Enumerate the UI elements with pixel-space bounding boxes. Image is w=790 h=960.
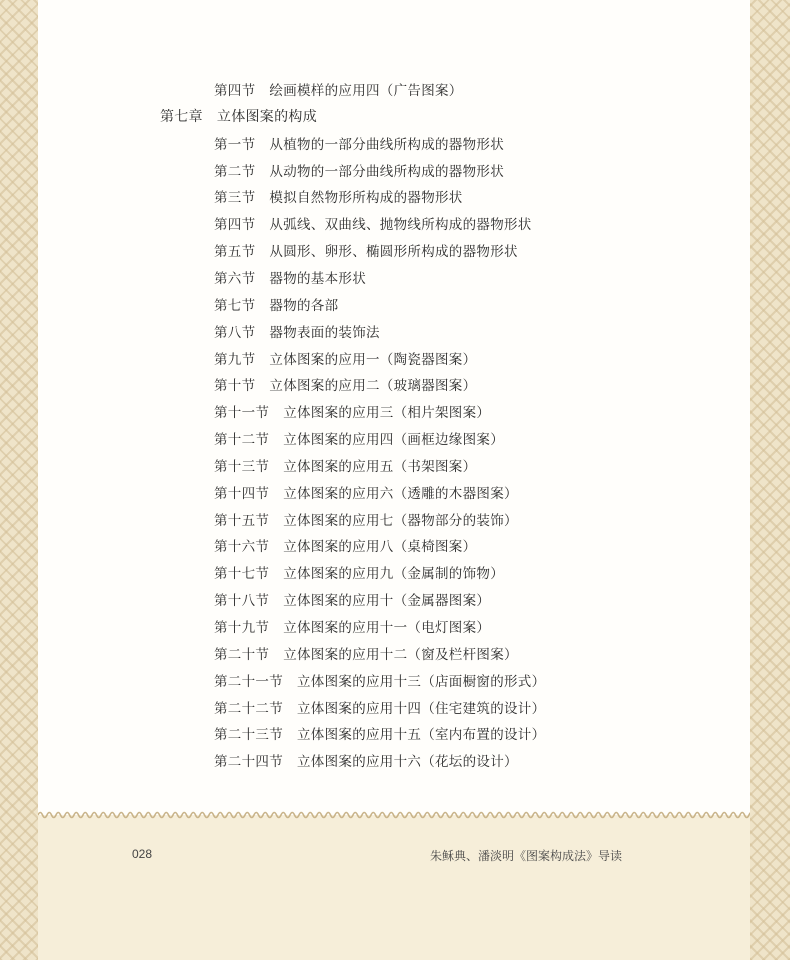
toc-title: 立体图案的应用二（玻璃器图案） <box>269 378 477 395</box>
toc-number: 第七节 <box>214 297 256 314</box>
wavy-divider <box>38 808 750 822</box>
toc-number: 第七章 <box>160 108 203 125</box>
toc-number: 第十二节 <box>214 432 270 449</box>
toc-title: 器物的各部 <box>269 297 339 314</box>
right-border-pattern <box>750 0 790 960</box>
toc-chapter <box>160 106 317 126</box>
toc-item <box>214 401 490 421</box>
toc-number: 第十三节 <box>214 458 270 475</box>
toc-title: 立体图案的应用十（金属器图案） <box>283 593 491 610</box>
toc-title: 立体图案的应用十三（店面橱窗的形式） <box>297 673 546 690</box>
toc-number: 第十一节 <box>214 405 270 422</box>
toc-title: 立体图案的应用十一（电灯图案） <box>283 620 491 636</box>
toc-item <box>214 79 463 99</box>
toc-item <box>214 509 518 529</box>
toc-title: 立体图案的构成 <box>216 108 318 125</box>
toc-item <box>214 723 545 743</box>
toc-item <box>214 294 338 314</box>
toc-number: 第二十三节 <box>214 727 283 744</box>
toc-item <box>214 133 504 153</box>
toc-number: 第二节 <box>214 163 256 180</box>
toc-item <box>214 455 476 475</box>
toc-title: 从植物的一部分曲线所构成的器物形状 <box>269 136 505 153</box>
toc-number: 第二十一节 <box>214 673 283 690</box>
toc-item <box>214 186 463 206</box>
toc-title: 从动物的一部分曲线所构成的器物形状 <box>269 163 505 180</box>
toc-item <box>214 267 366 287</box>
page-body <box>38 0 750 815</box>
toc-number: 第十八节 <box>214 593 270 610</box>
toc-title: 立体图案的应用十二（窗及栏杆图案） <box>283 646 518 663</box>
toc-number: 第二十二节 <box>214 700 283 717</box>
toc-item <box>214 750 518 770</box>
toc-item <box>214 670 545 690</box>
toc-title: 器物的基本形状 <box>269 270 367 287</box>
page-number: 028 <box>132 847 153 861</box>
toc-item <box>214 240 518 260</box>
left-border-pattern <box>0 0 38 960</box>
toc-item <box>214 374 476 394</box>
toc-item <box>214 348 476 368</box>
toc-title: 立体图案的应用十四（住宅建筑的设计） <box>297 700 546 717</box>
toc-number: 第二十节 <box>214 646 270 663</box>
toc-item <box>214 562 504 582</box>
toc-title: 立体图案的应用十六（花坛的设计） <box>297 754 518 771</box>
toc-title: 模拟自然物形所构成的器物形状 <box>269 190 463 207</box>
toc-number: 第八节 <box>214 324 256 341</box>
toc-number: 第十五节 <box>214 512 270 529</box>
toc-number: 第三节 <box>214 190 256 207</box>
toc-title: 立体图案的应用九（金属制的饰物） <box>283 566 505 583</box>
toc-number: 第十七节 <box>214 566 270 583</box>
toc-title: 立体图案的应用五（书架图案） <box>283 458 477 475</box>
toc-title: 立体图案的应用六（透雕的木器图案） <box>283 485 518 502</box>
toc-title: 立体图案的应用十五（室内布置的设计） <box>297 727 546 744</box>
toc-item <box>214 616 490 636</box>
toc-item <box>214 213 532 233</box>
toc-number: 第十六节 <box>214 539 270 556</box>
toc-item <box>214 321 380 341</box>
toc-title: 绘画模样的应用四（广告图案） <box>269 83 463 99</box>
toc-number: 第二十四节 <box>214 754 283 771</box>
toc-number: 第十节 <box>214 378 256 395</box>
toc-item <box>214 428 504 448</box>
toc-item <box>214 160 504 180</box>
toc-number: 第四节 <box>214 217 256 234</box>
toc-title: 立体图案的应用七（器物部分的装饰） <box>283 512 518 529</box>
toc-title: 器物表面的装饰法 <box>269 324 380 341</box>
toc-title: 立体图案的应用三（相片架图案） <box>283 405 491 422</box>
footer-band <box>38 815 750 960</box>
toc-number: 第九节 <box>214 351 256 368</box>
toc-item <box>214 482 518 502</box>
toc-item <box>214 697 545 717</box>
toc-number: 第十四节 <box>214 485 270 502</box>
toc-title: 立体图案的应用四（画框边缘图案） <box>283 432 505 449</box>
toc-number: 第十九节 <box>214 620 270 636</box>
toc-number: 第五节 <box>214 244 256 261</box>
toc-number: 第六节 <box>214 270 256 287</box>
toc-title: 从圆形、卵形、椭圆形所构成的器物形状 <box>269 244 518 261</box>
toc-item <box>214 589 490 609</box>
toc-title: 立体图案的应用八（桌椅图案） <box>283 539 477 556</box>
toc-item <box>214 535 476 555</box>
book-title: 朱稣典、潘淡明《图案构成法》导读 <box>429 849 622 863</box>
toc-title: 从弧线、双曲线、抛物线所构成的器物形状 <box>269 217 532 234</box>
toc-title: 立体图案的应用一（陶瓷器图案） <box>269 351 477 368</box>
toc-number: 第一节 <box>214 136 256 153</box>
toc-item <box>214 643 518 663</box>
toc-number: 第四节 <box>214 83 256 99</box>
